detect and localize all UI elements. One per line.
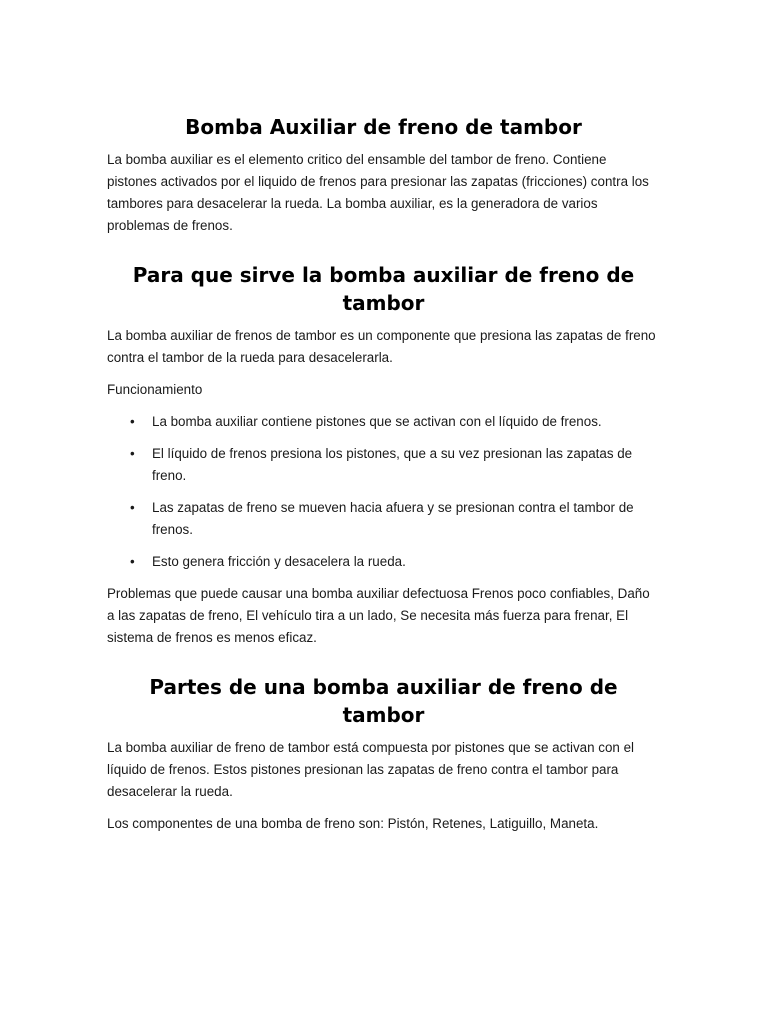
components-paragraph: Los componentes de una bomba de freno son: Pistón, Retenes, Latiguillo, Maneta. [107,816,599,831]
list-item: • Las zapatas de freno se mueven hacia afuera y se presionan contra el tambor de frenos. [152,497,660,541]
list-item: • Esto genera fricción y desacelera la rueda. [152,551,660,573]
purpose-paragraph: La bomba auxiliar de frenos de tambor es un componente que presiona las zapatas de freno contra el tambor de la rueda para desacelerarla. [107,328,656,365]
section-heading-purpose: Para que sirve la bomba auxiliar de freno de tambor [132,263,635,315]
intro-paragraph: La bomba auxiliar es el elemento critico del ensamble del tambor de freno. Contiene pistones activados por el liquido de frenos para presionar las zapatas (fricciones) contra los tambores para desacelerar la rueda. La bomba auxiliar, es la generadora de varios problemas de frenos. [107,152,649,233]
list-item: • La bomba auxiliar contiene pistones que se activan con el líquido de frenos. [152,411,660,433]
section-heading-parts: Partes de una bomba auxiliar de freno de tambor [149,675,618,727]
parts-paragraph: La bomba auxiliar de freno de tambor está compuesta por pistones que se activan con el líquido de frenos. Estos pistones presionan las zapatas de freno contra el tambor para desacelerar la rueda. [107,740,635,799]
problems-paragraph: Problemas que puede causar una bomba auxiliar defectuosa Frenos poco confiables, Daño a las zapatas de freno, El vehículo tira a un lado, Se necesita más fuerza para frenar, El sistema de frenos es menos eficaz. [107,586,650,645]
functioning-list [107,411,660,573]
functioning-label: Funcionamiento [107,382,203,397]
list-item: • El líquido de frenos presiona los pistones, que a su vez presionan las zapatas de freno. [152,443,660,487]
document-title: Bomba Auxiliar de freno de tambor [185,115,582,139]
